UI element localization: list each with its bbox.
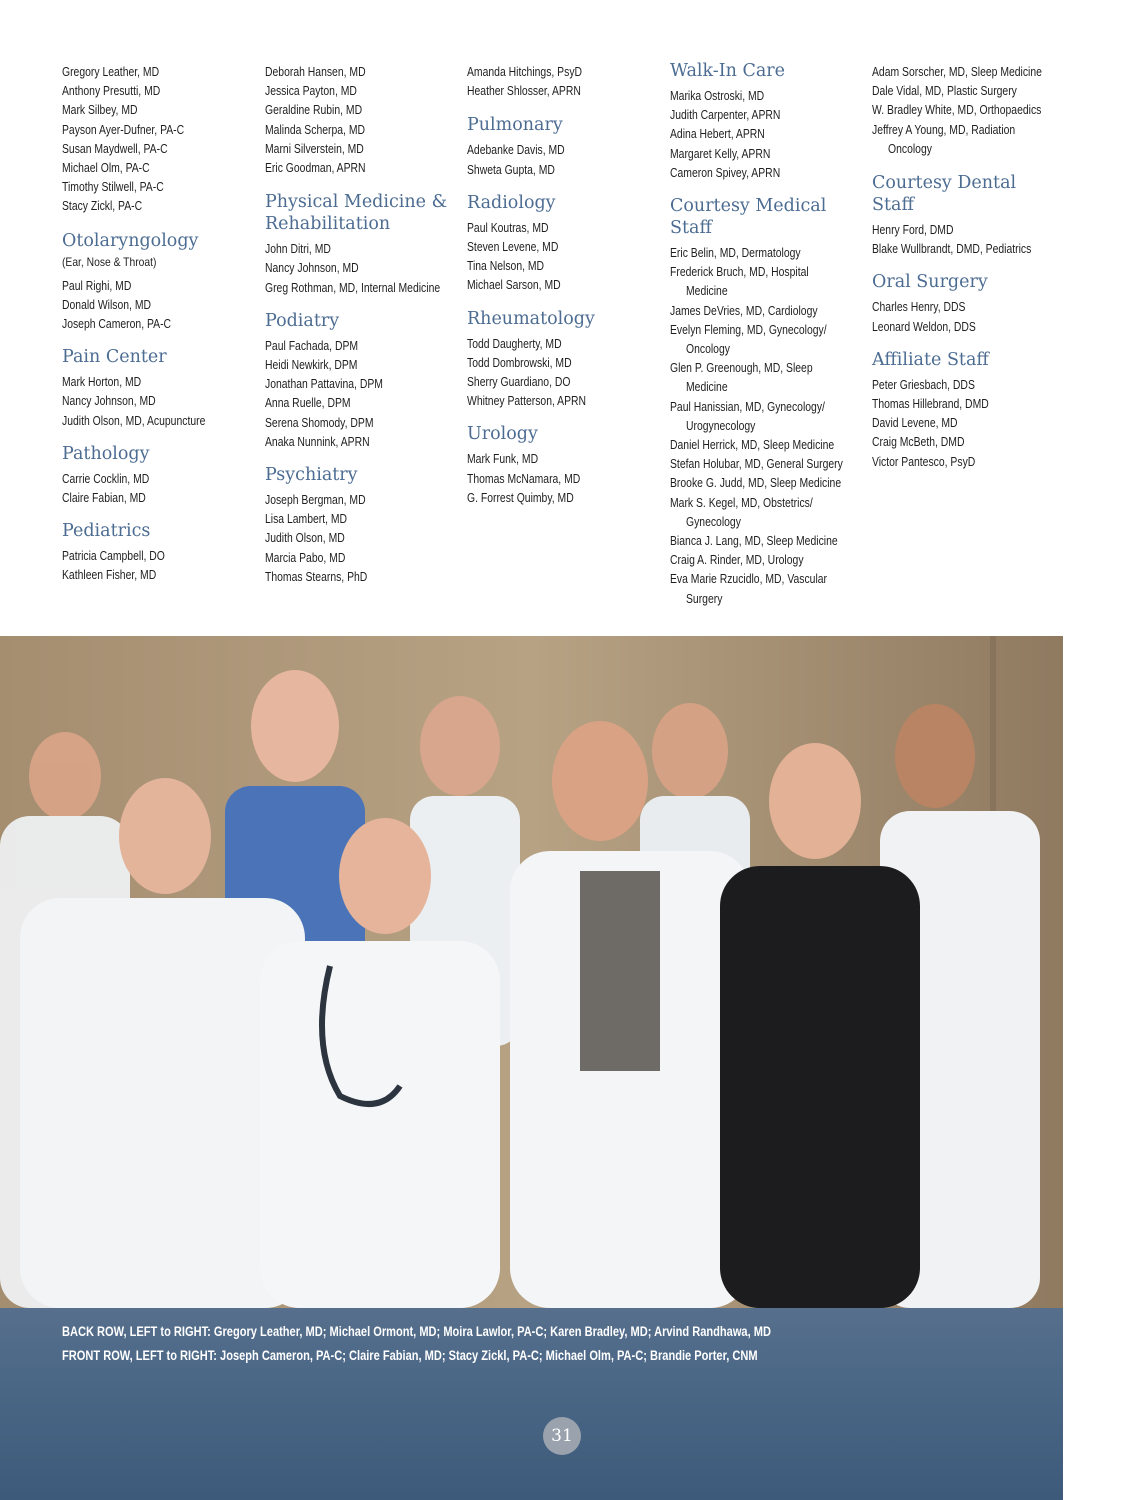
- directory-section: [62, 346, 262, 430]
- section-heading: Pathology: [62, 443, 150, 464]
- staff-name: Cameron Spivey, APRN: [670, 164, 781, 180]
- name-list: [265, 239, 465, 297]
- caption-front-row: FRONT ROW, LEFT to RIGHT: Joseph Cameron, PA-C; Claire Fabian, MD; Stacy Zickl, PA-C; Michael Olm, PA-C; Brandie Porter, CNM: [62, 1348, 758, 1363]
- staff-name: W. Bradley White, MD, Orthopaedics: [872, 102, 1042, 118]
- staff-name: Medicine: [686, 379, 728, 395]
- staff-name: Adina Hebert, APRN: [670, 126, 765, 142]
- staff-name: Judith Olson, MD, Acupuncture: [62, 412, 206, 428]
- staff-name: Whitney Patterson, APRN: [467, 393, 587, 409]
- staff-name: Malinda Scherpa, MD: [265, 121, 365, 137]
- staff-name: Geraldine Rubin, MD: [265, 102, 363, 118]
- staff-name: Dale Vidal, MD, Plastic Surgery: [872, 83, 1017, 99]
- name-list: [62, 62, 262, 216]
- section-heading: Physical Medicine & Rehabilitation: [265, 192, 448, 235]
- staff-name: Susan Maydwell, PA-C: [62, 140, 168, 156]
- directory-section: [670, 60, 870, 182]
- directory-section: [62, 230, 262, 334]
- name-list: [62, 469, 262, 507]
- staff-name: Eric Belin, MD, Dermatology: [670, 245, 801, 261]
- name-list: [467, 218, 667, 295]
- directory-section: [62, 520, 262, 584]
- directory-section: [467, 192, 667, 295]
- staff-name: Paul Fachada, DPM: [265, 337, 359, 353]
- name-list: [62, 372, 262, 430]
- staff-name: Peter Griesbach, DDS: [872, 376, 975, 392]
- staff-name: Shweta Gupta, MD: [467, 161, 555, 177]
- staff-name: Michael Sarson, MD: [467, 277, 561, 293]
- staff-name: Adam Sorscher, MD, Sleep Medicine: [872, 64, 1042, 79]
- staff-name: Oncology: [888, 140, 932, 156]
- section-heading: Psychiatry: [265, 465, 358, 486]
- staff-name: Todd Daugherty, MD: [467, 335, 562, 351]
- directory-section: [467, 114, 667, 178]
- staff-name: Joseph Bergman, MD: [265, 492, 366, 508]
- section-heading: Pediatrics: [62, 521, 151, 542]
- caption-band: [0, 1308, 1063, 1500]
- staff-name: Blake Wullbrandt, DMD, Pediatrics: [872, 241, 1032, 257]
- directory-section: [265, 60, 465, 177]
- staff-name: Judith Olson, MD: [265, 530, 345, 546]
- staff-name: Mark S. Kegel, MD, Obstetrics/: [670, 494, 813, 510]
- staff-name: Timothy Stilwell, PA-C: [62, 179, 164, 195]
- staff-name: Serena Shomody, DPM: [265, 414, 374, 430]
- staff-name: Gynecology: [686, 513, 741, 529]
- staff-name: Bianca J. Lang, MD, Sleep Medicine: [670, 533, 838, 549]
- staff-name: Nancy Johnson, MD: [265, 260, 359, 276]
- directory-section: [265, 464, 465, 586]
- name-list: [467, 334, 667, 411]
- staff-name: Brooke G. Judd, MD, Sleep Medicine: [670, 475, 842, 491]
- name-list: [872, 62, 1122, 158]
- section-heading: Walk-In Care: [670, 61, 785, 81]
- staff-name: Surgery: [686, 590, 723, 606]
- directory-section: [62, 443, 262, 507]
- staff-name: Joseph Cameron, PA-C: [62, 316, 172, 332]
- staff-name: Patricia Campbell, DO: [62, 548, 165, 564]
- staff-name: Daniel Herrick, MD, Sleep Medicine: [670, 437, 835, 453]
- staff-name: Henry Ford, DMD: [872, 222, 954, 238]
- staff-name: Paul Righi, MD: [62, 277, 132, 293]
- staff-name: Frederick Bruch, MD, Hospital: [670, 264, 809, 280]
- staff-name: Deborah Hansen, MD: [265, 64, 366, 79]
- directory-section: [872, 349, 1122, 471]
- name-list: [670, 243, 870, 608]
- staff-name: Anaka Nunnink, APRN: [265, 433, 370, 449]
- name-list: [265, 336, 465, 451]
- name-list: [467, 449, 667, 507]
- directory-section: [467, 308, 667, 411]
- staff-name: Oncology: [686, 341, 730, 357]
- staff-name: Medicine: [686, 283, 728, 299]
- staff-name: Marcia Pabo, MD: [265, 549, 346, 565]
- directory-section: [265, 310, 465, 451]
- staff-name: Thomas McNamara, MD: [467, 470, 581, 486]
- staff-name: Gregory Leather, MD: [62, 64, 160, 79]
- directory-section: [872, 271, 1122, 335]
- staff-name: Adebanke Davis, MD: [467, 142, 565, 158]
- name-list: [62, 546, 262, 584]
- staff-name: Kathleen Fisher, MD: [62, 567, 157, 583]
- staff-name: Victor Pantesco, PsyD: [872, 453, 976, 469]
- staff-name: Judith Carpenter, APRN: [670, 107, 781, 123]
- staff-name: Todd Dombrowski, MD: [467, 354, 572, 370]
- staff-name: Glen P. Greenough, MD, Sleep: [670, 360, 813, 376]
- section-heading: Otolaryngology: [62, 230, 199, 251]
- section-heading: Affiliate Staff: [872, 349, 989, 370]
- staff-name: Thomas Stearns, PhD: [265, 568, 368, 584]
- staff-name: Lisa Lambert, MD: [265, 511, 348, 527]
- staff-name: Jessica Payton, MD: [265, 83, 357, 99]
- section-heading: Rheumatology: [467, 308, 595, 329]
- page-number: 31: [543, 1417, 581, 1455]
- staff-name: Urogynecology: [686, 417, 756, 433]
- name-list: [670, 86, 870, 182]
- staff-name: Greg Rothman, MD, Internal Medicine: [265, 279, 441, 295]
- staff-name: Mark Silbey, MD: [62, 102, 138, 118]
- directory-column-3: [467, 60, 667, 520]
- staff-name: Michael Olm, PA-C: [62, 160, 150, 176]
- staff-name: John Ditri, MD: [265, 241, 331, 257]
- staff-name: Heather Shlosser, APRN: [467, 83, 581, 99]
- directory-section: [872, 172, 1122, 258]
- staff-name: Anna Ruelle, DPM: [265, 395, 351, 411]
- directory-section: [265, 191, 465, 297]
- name-list: [265, 490, 465, 586]
- staff-name: Donald Wilson, MD: [62, 296, 152, 312]
- staff-name: Payson Ayer-Dufner, PA-C: [62, 121, 185, 137]
- name-list: [62, 276, 262, 334]
- section-heading: Oral Surgery: [872, 272, 988, 293]
- name-list: [872, 220, 1122, 258]
- directory-column-4: [670, 60, 870, 621]
- staff-name: Jonathan Pattavina, DPM: [265, 376, 383, 392]
- staff-name: Mark Horton, MD: [62, 374, 142, 390]
- staff-name: Steven Levene, MD: [467, 239, 559, 255]
- directory-column-5: [872, 60, 1122, 484]
- staff-name: Evelyn Fleming, MD, Gynecology/: [670, 321, 827, 337]
- staff-name: Carrie Cocklin, MD: [62, 470, 150, 486]
- staff-name: Paul Koutras, MD: [467, 219, 549, 235]
- section-heading: Pain Center: [62, 347, 167, 368]
- staff-name: Anthony Presutti, MD: [62, 83, 161, 99]
- name-list: [872, 375, 1122, 471]
- section-heading: Urology: [467, 424, 538, 445]
- directory-section: [670, 195, 870, 608]
- photo-caption: [62, 1320, 1042, 1368]
- staff-name: David Levene, MD: [872, 415, 958, 431]
- section-heading: Podiatry: [265, 310, 340, 331]
- name-list: [467, 140, 667, 178]
- directory-section: [872, 60, 1122, 158]
- section-heading: Courtesy Medical Staff: [670, 196, 827, 239]
- name-list: [467, 62, 667, 100]
- staff-name: James DeVries, MD, Cardiology: [670, 302, 818, 318]
- directory-section: [62, 60, 262, 216]
- staff-name: Heidi Newkirk, DPM: [265, 357, 358, 373]
- name-list: [872, 297, 1122, 335]
- section-heading: Courtesy Dental Staff: [872, 173, 1017, 216]
- staff-name: Amanda Hitchings, PsyD: [467, 64, 583, 79]
- staff-name: Marni Silverstein, MD: [265, 140, 364, 156]
- staff-name: Sherry Guardiano, DO: [467, 374, 571, 390]
- staff-name: Paul Hanissian, MD, Gynecology/: [670, 398, 825, 414]
- staff-name: Nancy Johnson, MD: [62, 393, 156, 409]
- staff-name: Charles Henry, DDS: [872, 299, 966, 315]
- staff-name: Thomas Hillebrand, DMD: [872, 396, 989, 412]
- staff-name: Claire Fabian, MD: [62, 490, 146, 506]
- directory-column-1: [62, 60, 262, 598]
- staff-name: Craig McBeth, DMD: [872, 434, 965, 450]
- section-heading: Pulmonary: [467, 115, 563, 136]
- staff-name: Stacy Zickl, PA-C: [62, 198, 143, 214]
- staff-name: Jeffrey A Young, MD, Radiation: [872, 121, 1016, 137]
- section-note: (Ear, Nose & Throat): [62, 254, 157, 269]
- staff-name: G. Forrest Quimby, MD: [467, 489, 574, 505]
- directory-section: [467, 423, 667, 507]
- staff-name: Tina Nelson, MD: [467, 258, 545, 274]
- section-heading: Radiology: [467, 192, 556, 213]
- staff-directory: [0, 0, 1125, 630]
- staff-name: Craig A. Rinder, MD, Urology: [670, 552, 804, 568]
- directory-column-2: [265, 60, 465, 599]
- staff-name: Eric Goodman, APRN: [265, 160, 366, 176]
- staff-group-photo: [0, 636, 1063, 1308]
- caption-back-row: BACK ROW, LEFT to RIGHT: Gregory Leather, MD; Michael Ormont, MD; Moira Lawlor, PA-C; Karen Bradley, MD; Arvind Randhawa, MD: [62, 1324, 771, 1339]
- staff-name: Leonard Weldon, DDS: [872, 318, 976, 334]
- staff-name: Mark Funk, MD: [467, 451, 539, 467]
- staff-name: Margaret Kelly, APRN: [670, 145, 771, 161]
- name-list: [265, 62, 465, 177]
- staff-name: Eva Marie Rzucidlo, MD, Vascular: [670, 571, 828, 587]
- staff-name: Stefan Holubar, MD, General Surgery: [670, 456, 843, 472]
- staff-name: Marika Ostroski, MD: [670, 88, 765, 103]
- group-photo-illustration: [0, 636, 1063, 1308]
- directory-section: [467, 60, 667, 100]
